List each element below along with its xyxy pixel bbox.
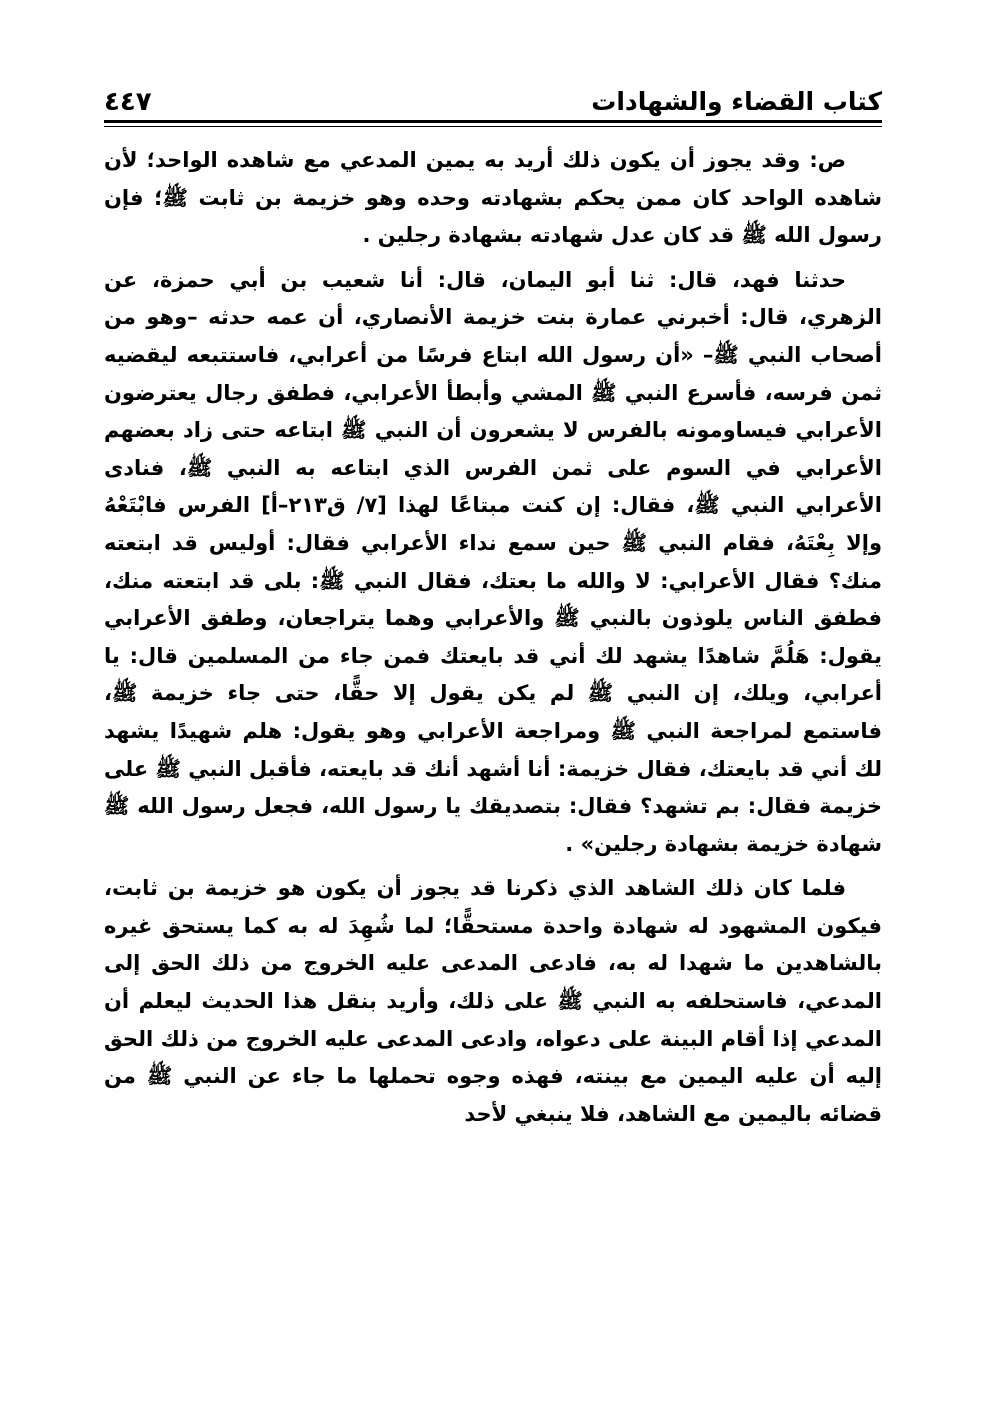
- paragraph-hadith: حدثنا فهد، قال: ثنا أبو اليمان، قال: أنا شعيب بن أبي حمزة، عن الزهري، قال: أخبرني عمارة بنت خزيمة الأنصاري، أن عمه حدثه –وهو من أصحاب النبي ﷺ– «أن رسول الله ابتاع فرسًا من أعرابي، فاستتبعه ليقضيه ثمن فرسه، فأسرع النبي ﷺ المشي وأبطأ الأعرابي، فطفق رجال يعترضون الأعرابي فيساومونه بالفرس لا يشعرون أن النبي ﷺ ابتاعه حتى زاد بعضهم الأعرابي في السوم على ثمن الفرس الذي ابتاعه به النبي ﷺ، فنادى الأعرابي النبي ﷺ، فقال: إن كنت مبتاعًا لهذا [٧/ ق٢١٣–أ] الفرس فابْتَعْهُ وإلا بِعْتَهُ، فقام النبي ﷺ حين سمع نداء الأعرابي فقال: أوليس قد ابتعته منك؟ فقال الأعرابي: لا والله ما بعتك، فقال النبي ﷺ: بلى قد ابتعته منك، فطفق الناس يلوذون بالنبي ﷺ والأعرابي وهما يتراجعان، وطفق الأعرابي يقول: هَلُمَّ شاهدًا يشهد لك أني قد بايعتك فمن جاء من المسلمين قال: يا أعرابي، ويلك، إن النبي ﷺ لم يكن يقول إلا حقًّا، حتى جاء خزيمة ﷺ، فاستمع لمراجعة النبي ﷺ ومراجعة الأعرابي وهو يقول: هلم شهيدًا يشهد لك أني قد بايعتك، فقال خزيمة: أنا أشهد أنك قد بايعته، فأقبل النبي ﷺ على خزيمة فقال: بم تشهد؟ فقال: بتصديقك يا رسول الله، فجعل رسول الله ﷺ شهادة خزيمة بشهادة رجلين» .: [104, 267, 882, 856]
- header-rule-thick: [104, 120, 882, 123]
- page-header: [104, 72, 882, 118]
- running-title: كتاب القضاء والشهادات: [591, 87, 882, 116]
- header-rule-thin: [104, 126, 882, 127]
- page-number: ٤٤٧: [104, 87, 152, 117]
- paragraph-commentary: ص: وقد يجوز أن يكون ذلك أريد به يمين المدعي مع شاهده الواحد؛ لأن شاهده الواحد كان ممن يحكم بشهادته وحده وهو خزيمة بن ثابت ﷺ؛ فإن رسول الله ﷺ قد كان عدل شهادته بشهادة رجلين .: [104, 148, 882, 248]
- body-text: [104, 142, 882, 1133]
- paragraph-explanation: فلما كان ذلك الشاهد الذي ذكرنا قد يجوز أن يكون هو خزيمة بن ثابت، فيكون المشهود له شهادة واحدة مستحقًّا؛ لما شُهِدَ له به كما يستحق غيره بالشاهدين ما شهدا له به، فادعى المدعى عليه الخروج من ذلك الحق إلى المدعي، فاستحلفه به النبي ﷺ على ذلك، وأريد بنقل هذا الحديث ليعلم أن المدعي إذا أقام البينة على دعواه، وادعى المدعى عليه الخروج من ذلك الحق إليه أن عليه اليمين مع بينته، فهذه وجوه تحملها ما جاء عن النبي ﷺ من قضائه باليمين مع الشاهد، فلا ينبغي لأحد: [104, 876, 882, 1126]
